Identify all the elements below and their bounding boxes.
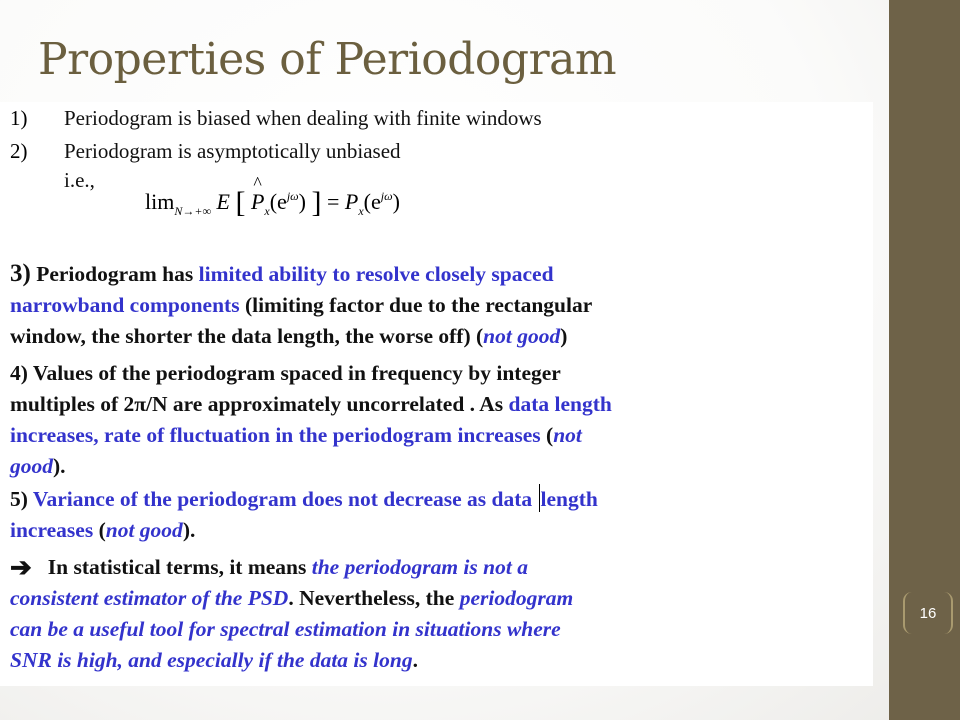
formula-close-bracket: ] (311, 186, 322, 219)
point-3-number: 3) (10, 260, 31, 287)
slide-title: Properties of Periodogram (38, 34, 617, 85)
point-3-blue-line2: narrowband components (10, 293, 240, 317)
point-5-close: ). (182, 518, 196, 542)
point-3-text-a: Periodogram has (30, 262, 199, 286)
arrow-right-icon: ➔ (10, 553, 32, 582)
point-3-not-good: not good (483, 324, 561, 348)
point-5-not-good: not good (105, 518, 183, 542)
point-5 (10, 484, 598, 546)
point-4-blue-a: data length (508, 392, 612, 416)
formula-p-sub: x (264, 204, 270, 218)
conclusion-strong-a: periodogram (459, 586, 574, 610)
conclusion-period: . (412, 648, 418, 672)
text-cursor (539, 484, 540, 512)
formula-rhs-p: P (344, 189, 359, 214)
formula-arg-close: ) (298, 189, 306, 214)
content-image (0, 102, 873, 686)
point-4-paren: ( (540, 423, 554, 447)
conclusion-strong-b: can be a useful tool for spectral estimation in situations where (10, 617, 561, 641)
conclusion-strong-c: SNR is high, and especially if the data is long (10, 648, 413, 672)
point-4-good: good (10, 454, 53, 478)
formula-equals: = (326, 189, 340, 214)
conclusion-text-b: . Nevertheless, the (288, 586, 460, 610)
conclusion (10, 552, 573, 676)
point-4-not: not (553, 423, 582, 447)
point-4 (10, 358, 612, 482)
point-5-blue-b: length (540, 487, 598, 511)
conclusion-text-a: In statistical terms, it means (47, 555, 312, 579)
point-5-blue-a: Variance of the periodogram does not decrease as data (32, 487, 538, 511)
formula-rhs-arg-open: (e (363, 189, 381, 214)
point-3-line2-rest: (limiting factor due to the rectangular (239, 293, 593, 317)
formula-p-hat: ^ P (251, 189, 264, 215)
point-4-close: ). (53, 454, 66, 478)
formula-arg-open: (e (269, 189, 287, 214)
point-5-blue-c: increases (10, 518, 94, 542)
conclusion-ital-b: consistent estimator of the PSD (10, 586, 289, 610)
point-4-blue-b: increases, rate of fluctuation in the periodogram increases (10, 423, 541, 447)
item-2-text: Periodogram is asymptotically unbiased (64, 139, 401, 163)
point-4-line1: 4) Values of the periodogram spaced in frequency by integer (10, 361, 561, 385)
item-1-number: 1) (10, 106, 28, 130)
point-3-blue-line1: limited ability to resolve closely spaced (198, 262, 554, 286)
formula-rhs-arg-close: ) (392, 189, 400, 214)
formula-open-bracket: [ (235, 186, 246, 219)
formula-exp: jω (286, 189, 299, 203)
point-4-line2: multiples of 2π/N are approximately uncorrelated . As (10, 392, 509, 416)
page-number: 16 (903, 592, 953, 634)
formula-lim: lim (145, 189, 175, 214)
point-3-close: ) (560, 324, 568, 348)
formula-rhs-exp: jω (380, 189, 393, 203)
formula-rhs-sub: x (358, 204, 364, 218)
item-2-number: 2) (10, 139, 28, 163)
item-1-text: Periodogram is biased when dealing with finite windows (64, 106, 542, 130)
conclusion-ital-a: the periodogram is not a (311, 555, 528, 579)
ie-label: i.e., (64, 168, 95, 192)
point-5-paren: ( (93, 518, 106, 542)
point-5-number: 5) (10, 487, 33, 511)
formula-lim-sub: N→+∞ (174, 204, 211, 218)
point-3-line3: window, the shorter the data length, the worse off) ( (10, 324, 484, 348)
limit-formula (145, 186, 400, 220)
formula-expectation: E (216, 189, 230, 214)
point-3 (10, 258, 592, 352)
